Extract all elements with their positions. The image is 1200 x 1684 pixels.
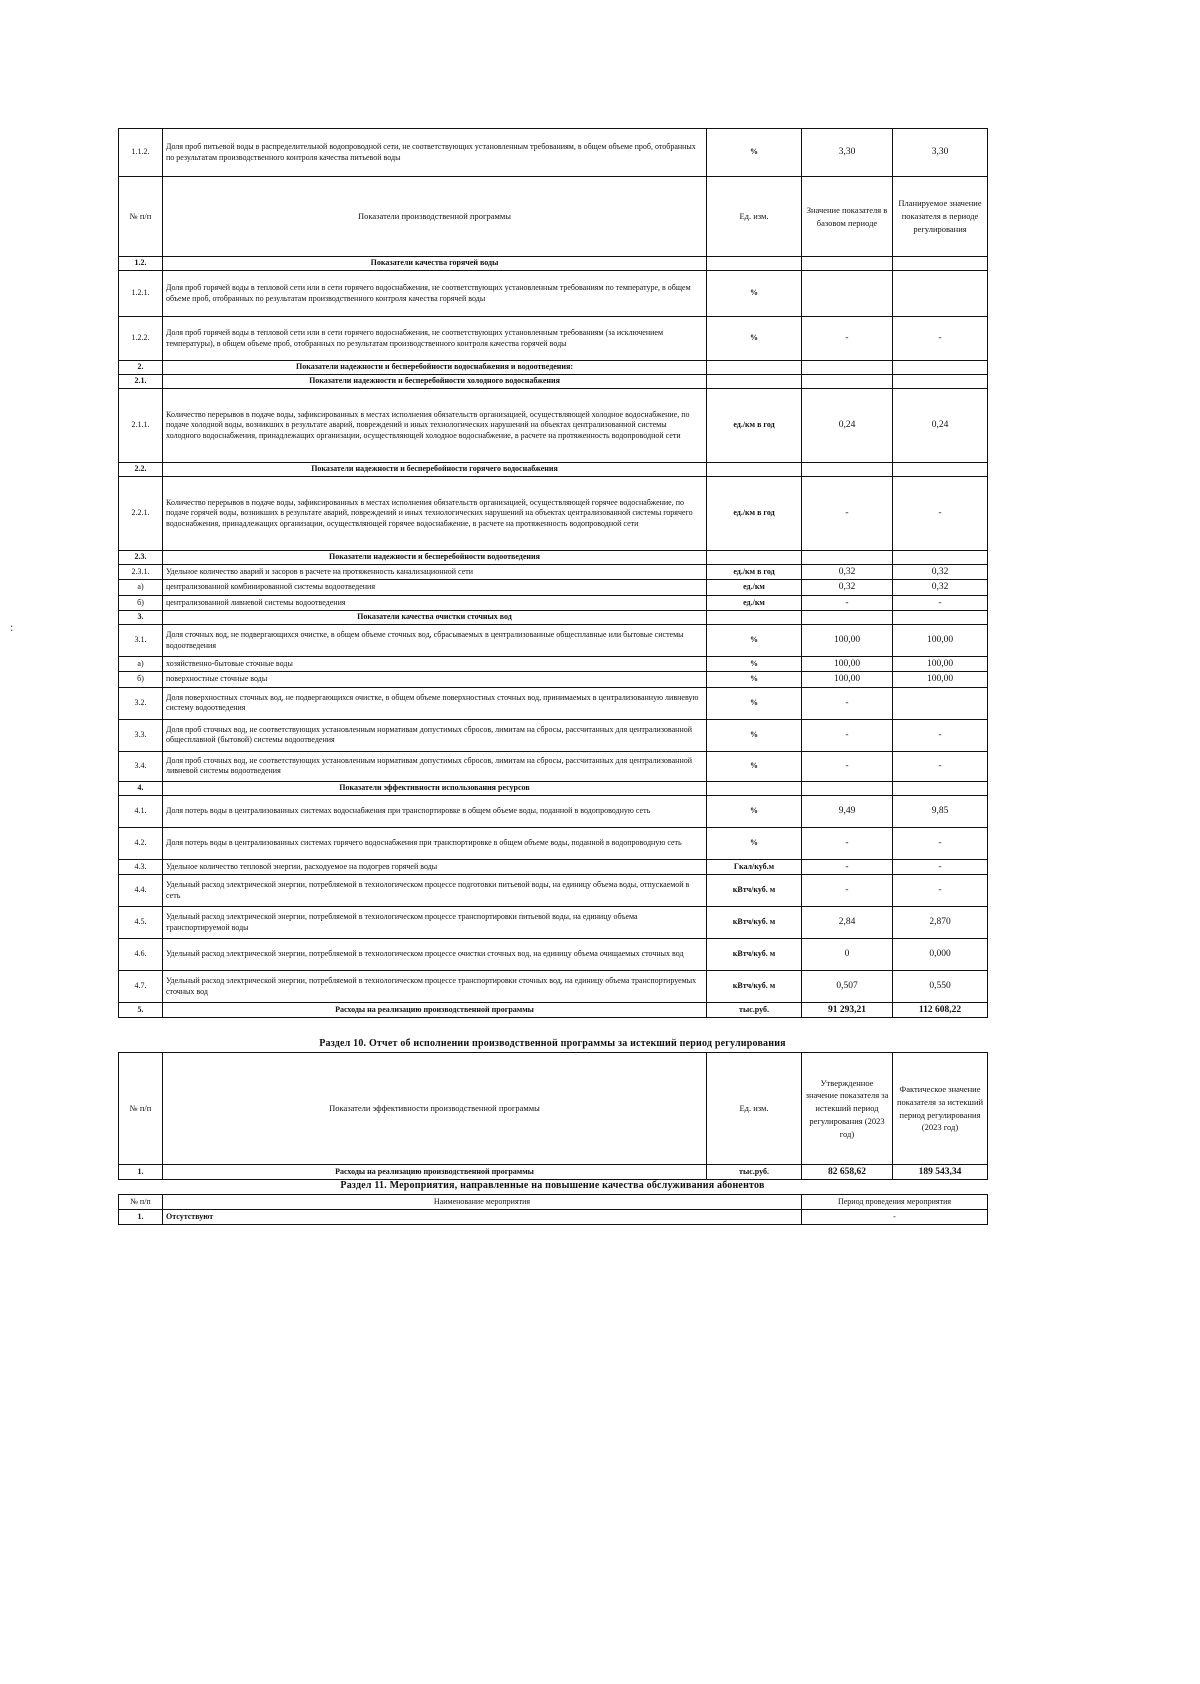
row-planned-value: - — [893, 719, 988, 751]
row-num: 2.1. — [119, 375, 163, 389]
row-unit: Ед. изм. — [707, 177, 802, 257]
row-base-value: 100,00 — [802, 672, 893, 687]
row-num: 2.1.1. — [119, 389, 163, 463]
row-unit — [707, 781, 802, 795]
section-row — [119, 781, 988, 795]
section-11-table — [118, 1194, 988, 1225]
sec10-row-approved: 82 658,62 — [802, 1165, 893, 1180]
sec10-row-actual: 189 543,34 — [893, 1165, 988, 1180]
row-indicator: хозяйственно-бытовые сточные воды — [163, 657, 707, 672]
row-base-value — [802, 463, 893, 477]
row-base-value — [802, 551, 893, 565]
row-indicator: Показатели качества очистки сточных вод — [163, 611, 707, 625]
row-unit: кВтч/куб. м — [707, 907, 802, 939]
row-indicator: Удельный расход электрической энергии, потребляемой в технологическом процессе подготовки питьевой воды, на единицу объема воды, отпускаемой в сеть — [163, 875, 707, 907]
row-num: 3.1. — [119, 625, 163, 657]
row-base-value: - — [802, 751, 893, 781]
row-planned-value — [893, 463, 988, 477]
row-planned-value: - — [893, 827, 988, 859]
row-base-value — [802, 781, 893, 795]
row-num: 3.3. — [119, 719, 163, 751]
row-num: 1.2.2. — [119, 317, 163, 361]
sec11-row-name: Отсутствуют — [163, 1210, 802, 1225]
row-unit: ед./км в год — [707, 477, 802, 551]
row-planned-value: 0,24 — [893, 389, 988, 463]
row-base-value: 3,30 — [802, 129, 893, 177]
row-num: 2. — [119, 361, 163, 375]
row-base-value: 0,32 — [802, 580, 893, 595]
row-indicator: Расходы на реализацию производственной программы — [163, 1003, 707, 1018]
table-row — [119, 595, 988, 610]
table-row — [119, 657, 988, 672]
section-row — [119, 375, 988, 389]
row-num: а) — [119, 657, 163, 672]
table-row — [119, 1003, 988, 1018]
table-row — [119, 271, 988, 317]
row-unit: ед./км в год — [707, 565, 802, 580]
row-base-value: 2,84 — [802, 907, 893, 939]
row-indicator: Удельное количество аварий и засоров в расчете на протяженность канализационной сети — [163, 565, 707, 580]
sec11-num-header: № п/п — [119, 1195, 163, 1210]
row-base-value: - — [802, 477, 893, 551]
row-unit: ед./км в год — [707, 389, 802, 463]
row-num: № п/п — [119, 177, 163, 257]
row-base-value: - — [802, 595, 893, 610]
sec10-actual-header: Фактическое значение показателя за истекший период регулирования (2023 год) — [893, 1053, 988, 1165]
row-indicator: Доля проб сточных вод, не соответствующих установленным нормативам допустимых сбросов, лимитам на сбросы, рассчитанных для централизованной общесплавной (бытовой) системы водоотведения — [163, 719, 707, 751]
row-planned-value — [893, 551, 988, 565]
row-base-value: 0,32 — [802, 565, 893, 580]
section-row — [119, 361, 988, 375]
row-base-value: 0,24 — [802, 389, 893, 463]
row-planned-value — [893, 271, 988, 317]
row-indicator: Доля проб горячей воды в тепловой сети или в сети горячего водоснабжения, не соответствующих установленным требованиям по температуре, в общем объеме проб, отобранных по результатам производственного контроля качества горячей воды — [163, 271, 707, 317]
row-planned-value: 3,30 — [893, 129, 988, 177]
row-planned-value: 100,00 — [893, 657, 988, 672]
row-base-value — [802, 257, 893, 271]
row-planned-value — [893, 611, 988, 625]
row-unit: % — [707, 672, 802, 687]
section-row — [119, 463, 988, 477]
row-base-value — [802, 271, 893, 317]
row-planned-value: 2,870 — [893, 907, 988, 939]
sec11-row-num: 1. — [119, 1210, 163, 1225]
row-unit: кВтч/куб. м — [707, 939, 802, 971]
row-num: 4.3. — [119, 859, 163, 874]
section-10-title: Раздел 10. Отчет об исполнении производственной программы за истекший период регулирования — [319, 1038, 786, 1049]
row-planned-value: 100,00 — [893, 625, 988, 657]
row-num: 4.5. — [119, 907, 163, 939]
row-unit: % — [707, 751, 802, 781]
row-indicator: Показатели эффективности использования ресурсов — [163, 781, 707, 795]
row-unit: % — [707, 271, 802, 317]
row-indicator: поверхностные сточные воды — [163, 672, 707, 687]
row-base-value: 9,49 — [802, 795, 893, 827]
row-indicator: Доля потерь воды в централизованных системах горячего водоснабжения при транспортировке в общем объеме воды, поданной в водопроводную сеть — [163, 827, 707, 859]
section-11-row — [119, 1210, 988, 1225]
row-indicator: Удельное количество тепловой энергии, расходуемое на подогрев горячей воды — [163, 859, 707, 874]
row-unit: % — [707, 657, 802, 672]
row-planned-value: 0,000 — [893, 939, 988, 971]
row-base-value: - — [802, 875, 893, 907]
sec10-indicator-header: Показатели эффективности производственной программы — [163, 1053, 707, 1165]
row-base-value: - — [802, 719, 893, 751]
row-indicator: централизованной комбинированной системы водоотведения — [163, 580, 707, 595]
section-10-header-row — [119, 1053, 988, 1165]
row-indicator: Показатели надежности и бесперебойности холодного водоснабжения — [163, 375, 707, 389]
row-indicator: Доля проб сточных вод, не соответствующих установленным нормативам допустимых сбросов, лимитам на сбросы, рассчитанных для централизованной ливневой системы водоотведения — [163, 751, 707, 781]
table-row — [119, 875, 988, 907]
row-num: 1.1.2. — [119, 129, 163, 177]
table-row — [119, 907, 988, 939]
section-10-row — [119, 1165, 988, 1180]
row-unit — [707, 375, 802, 389]
row-base-value: Значение показателя в базовом периоде — [802, 177, 893, 257]
table-row — [119, 477, 988, 551]
table-row — [119, 672, 988, 687]
sec10-num-header: № п/п — [119, 1053, 163, 1165]
row-planned-value: - — [893, 317, 988, 361]
table-row — [119, 939, 988, 971]
row-num: 4.2. — [119, 827, 163, 859]
row-planned-value: - — [893, 875, 988, 907]
section-10-table — [118, 1052, 988, 1180]
row-num: 2.2.1. — [119, 477, 163, 551]
row-base-value: - — [802, 317, 893, 361]
table-row — [119, 795, 988, 827]
row-num: 4.1. — [119, 795, 163, 827]
row-planned-value: - — [893, 751, 988, 781]
row-planned-value: 100,00 — [893, 672, 988, 687]
row-unit — [707, 611, 802, 625]
row-indicator: Показатели производственной программы — [163, 177, 707, 257]
row-num: 1.2. — [119, 257, 163, 271]
table-row — [119, 859, 988, 874]
row-indicator: Показатели качества горячей воды — [163, 257, 707, 271]
row-unit: % — [707, 129, 802, 177]
table-row — [119, 317, 988, 361]
row-indicator: Удельный расход электрической энергии, потребляемой в технологическом процессе транспортировки питьевой воды, на единицу объема транспортируемой воды — [163, 907, 707, 939]
row-planned-value: - — [893, 859, 988, 874]
row-planned-value: 0,550 — [893, 971, 988, 1003]
section-row — [119, 551, 988, 565]
indicators-table — [118, 128, 988, 1018]
row-planned-value: - — [893, 477, 988, 551]
row-planned-value — [893, 375, 988, 389]
row-base-value: 0 — [802, 939, 893, 971]
row-indicator: централизованной ливневой системы водоотведения — [163, 595, 707, 610]
row-indicator: Доля проб питьевой воды в распределительной водопроводной сети, не соответствующих установленным требованиям, в общем объеме проб, отобранных по результатам производственного контроля качества питьевой воды — [163, 129, 707, 177]
row-unit: % — [707, 795, 802, 827]
row-unit: кВтч/куб. м — [707, 875, 802, 907]
row-planned-value: 0,32 — [893, 580, 988, 595]
row-num: 2.2. — [119, 463, 163, 477]
row-planned-value — [893, 781, 988, 795]
row-unit: % — [707, 719, 802, 751]
sec11-name-header: Наименование мероприятия — [163, 1195, 802, 1210]
row-base-value — [802, 361, 893, 375]
row-planned-value: - — [893, 595, 988, 610]
row-base-value: - — [802, 687, 893, 719]
row-num: 4.6. — [119, 939, 163, 971]
row-base-value: - — [802, 859, 893, 874]
row-num: б) — [119, 595, 163, 610]
table-row — [119, 687, 988, 719]
row-planned-value: 9,85 — [893, 795, 988, 827]
row-unit — [707, 361, 802, 375]
table-header-row — [119, 177, 988, 257]
row-unit: % — [707, 827, 802, 859]
row-indicator: Удельный расход электрической энергии, потребляемой в технологическом процессе транспортировки сточных вод, на единицу объема транспортируемых сточных вод — [163, 971, 707, 1003]
row-indicator: Количество перерывов в подаче воды, зафиксированных в местах исполнения обязательств организацией, осуществляющей холодное водоснабжение, по подаче холодной воды, возникших в результате аварий, повреждений и иных технологических нарушений на объектах централизованной системы холодного водоснабжения, принадлежащих организации, осуществляющей холодное водоснабжение, в расчете на протяженность водопроводной сети — [163, 389, 707, 463]
table-row — [119, 565, 988, 580]
row-base-value: - — [802, 827, 893, 859]
stray-mark: : — [10, 620, 14, 634]
row-planned-value — [893, 687, 988, 719]
row-unit: тыс.руб. — [707, 1003, 802, 1018]
row-unit — [707, 463, 802, 477]
table-row — [119, 625, 988, 657]
row-base-value: 0,507 — [802, 971, 893, 1003]
row-base-value: 100,00 — [802, 657, 893, 672]
row-indicator: Показатели надежности и бесперебойности водоотведения — [163, 551, 707, 565]
indicators-table-body — [119, 129, 988, 1018]
row-base-value: 91 293,21 — [802, 1003, 893, 1018]
row-indicator: Доля потерь воды в централизованных системах водоснабжения при транспортировке в общем объеме воды, поданной в водопроводную сеть — [163, 795, 707, 827]
row-indicator: Количество перерывов в подаче воды, зафиксированных в местах исполнения обязательств организацией, осуществляющей горячее водоснабжение, по подаче горячей воды, возникших в результате аварий, повреждений и иных технологических нарушений на объектах централизованной системы горячего водоснабжения, принадлежащих организации, осуществляющей горячее водоснабжение, в расчете на протяженность водопроводной сети — [163, 477, 707, 551]
row-num: 3.2. — [119, 687, 163, 719]
row-indicator: Удельный расход электрической энергии, потребляемой в технологическом процессе очистки сточных вод, на единицу объема очищаемых сточных вод — [163, 939, 707, 971]
table-row — [119, 971, 988, 1003]
row-indicator: Доля поверхностных сточных вод, не подвергающихся очистке, в общем объеме поверхностных сточных вод, принимаемых в централизованную ливневую систему водоотведения — [163, 687, 707, 719]
sec10-row-unit: тыс.руб. — [707, 1165, 802, 1180]
section-11-header-row — [119, 1195, 988, 1210]
sec10-row-text: Расходы на реализацию производственной программы — [163, 1165, 707, 1180]
row-num: 3. — [119, 611, 163, 625]
row-base-value — [802, 611, 893, 625]
row-unit: ед./км — [707, 595, 802, 610]
row-unit — [707, 257, 802, 271]
row-num: 1.2.1. — [119, 271, 163, 317]
sec10-unit-header: Ед. изм. — [707, 1053, 802, 1165]
row-base-value: 100,00 — [802, 625, 893, 657]
row-num: 4.4. — [119, 875, 163, 907]
row-planned-value: 0,32 — [893, 565, 988, 580]
sec11-row-period: - — [802, 1210, 988, 1225]
row-planned-value: 112 608,22 — [893, 1003, 988, 1018]
section-row — [119, 611, 988, 625]
table-row — [119, 751, 988, 781]
row-unit: кВтч/куб. м — [707, 971, 802, 1003]
sec10-approved-header: Утвержденное значение показателя за истекший период регулирования (2023 год) — [802, 1053, 893, 1165]
row-num: 4. — [119, 781, 163, 795]
row-num: б) — [119, 672, 163, 687]
row-num: 4.7. — [119, 971, 163, 1003]
sec11-period-header: Период проведения мероприятия — [802, 1195, 988, 1210]
table-row — [119, 580, 988, 595]
row-indicator: Показатели надежности и бесперебойности водоснабжения и водоотведения: — [163, 361, 707, 375]
section-11-title: Раздел 11. Мероприятия, направленные на повышение качества обслуживания абонентов — [340, 1180, 765, 1191]
row-planned-value: Планируемое значение показателя в периоде регулирования — [893, 177, 988, 257]
table-row — [119, 719, 988, 751]
row-num: 5. — [119, 1003, 163, 1018]
row-indicator: Доля проб горячей воды в тепловой сети или в сети горячего водоснабжения, не соответствующих установленным требованиям (за исключением температуры), в общем объеме проб, отобранных по результатам производственного контроля качества горячей воды — [163, 317, 707, 361]
row-num: 2.3. — [119, 551, 163, 565]
row-num: 2.3.1. — [119, 565, 163, 580]
row-indicator: Доля сточных вод, не подвергающихся очистке, в общем объеме сточных вод, сбрасываемых в централизованные общесплавные или бытовые системы водоотведения — [163, 625, 707, 657]
row-num: а) — [119, 580, 163, 595]
row-unit — [707, 551, 802, 565]
row-planned-value — [893, 257, 988, 271]
row-num: 3.4. — [119, 751, 163, 781]
row-planned-value — [893, 361, 988, 375]
table-row — [119, 389, 988, 463]
table-row — [119, 827, 988, 859]
row-indicator: Показатели надежности и бесперебойности горячего водоснабжения — [163, 463, 707, 477]
row-unit: Гкал/куб.м — [707, 859, 802, 874]
sec10-row-num: 1. — [119, 1165, 163, 1180]
table-row — [119, 129, 988, 177]
row-unit: % — [707, 625, 802, 657]
row-unit: % — [707, 687, 802, 719]
row-unit: % — [707, 317, 802, 361]
row-base-value — [802, 375, 893, 389]
section-row — [119, 257, 988, 271]
row-unit: ед./км — [707, 580, 802, 595]
